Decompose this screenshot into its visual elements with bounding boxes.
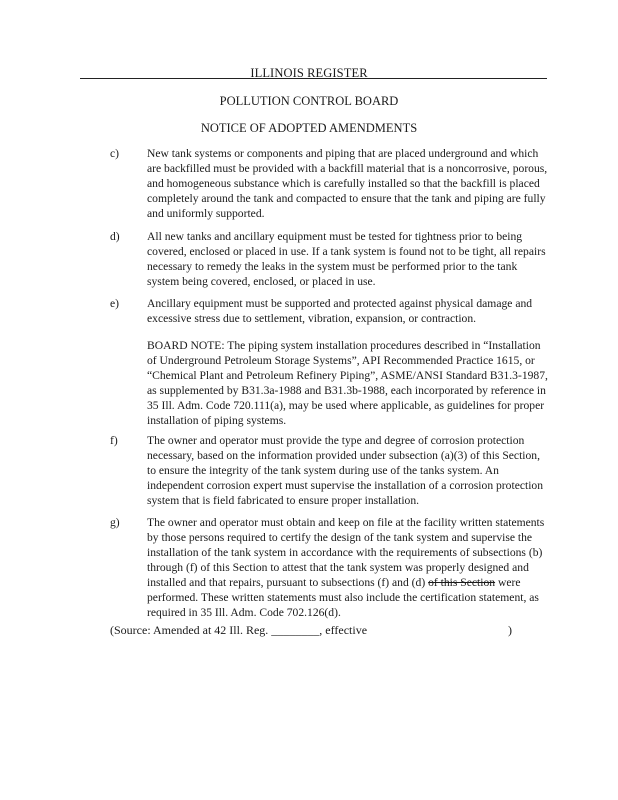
board-title: POLLUTION CONTROL BOARD: [219, 94, 399, 108]
source-text: (Source: Amended at 42 Ill. Reg. ________, effective: [110, 623, 368, 637]
paragraph-text: Ancillary equipment must be supported and protected against physical damage and excessive stress due to settlement, vibration, expansion, or contraction.: [147, 297, 533, 325]
register-title: ILLINOIS REGISTER: [250, 66, 368, 80]
source-close-paren: ): [508, 623, 512, 637]
paragraph-label: g): [110, 516, 120, 529]
paragraph-text: All new tanks and ancillary equipment must be tested for tightness prior to being covered, enclosed or placed in use. If a tank system is found not to be tight, all repairs necessary to remedy the leaks in the system must be performed prior to the tank system being covered, enclosed, or placed in use.: [147, 230, 546, 288]
board-note: BOARD NOTE: The piping system installation procedures described in “Installation of Underground Petroleum Storage Systems”, API Recommended Practice 1615, or “Chemical Plant and Petroleum Refinery Piping”, ASME/ANSI Standard B31.3-1987, as supplemented by B31.3a-1988 and B31.3b-1988, each incorporated by reference in 35 Ill. Adm. Code 720.111(a), may be used where applicable, as guidelines for proper installation of piping systems.: [147, 339, 548, 427]
paragraph-text: [147, 515, 551, 620]
paragraph-text: The owner and operator must provide the type and degree of corrosion protection necessary, based on the information provided under subsection (a)(3) of this Section, to ensure the integrity of the tank system during use of the tanks system. An independent corrosion expert must supervise the installation of a corrosion protection system that is field fabricated to ensure proper installation.: [147, 434, 544, 507]
paragraph-label: c): [110, 147, 120, 160]
struck-text: of this Section: [428, 576, 496, 589]
paragraph-e: [110, 296, 550, 326]
paragraph-label: f): [110, 434, 118, 447]
notice-title: NOTICE OF ADOPTED AMENDMENTS: [200, 121, 418, 135]
paragraph-text: New tank systems or components and piping that are placed underground and which are backfilled must be provided with a backfill material that is a noncorrosive, porous, and homogeneous substance which is carefully installed so that the backfill is placed completely around the tank and compacted to ensure that the tank and piping are fully and uniformly supported.: [147, 147, 548, 220]
paragraph-f: [110, 433, 550, 508]
paragraph-text-after: were performed. These written statements must also include the certification statement, as required in 35 Ill. Adm. Code 702.126(d).: [147, 576, 539, 619]
source-note: [110, 623, 530, 638]
paragraph-label: d): [110, 230, 120, 243]
paragraph-text-before: The owner and operator must obtain and keep on file at the facility written statements by those persons required to certify the design of the tank system and supervise the installation of the tank system in accordance with the requirements of subsections (b) through (f) of this Section to attest that the tank system was properly designed and installed and that repairs, pursuant to subsections (f) and (d): [147, 516, 545, 589]
paragraph-label: e): [110, 297, 120, 310]
paragraph-c: [110, 146, 550, 221]
paragraph-d: [110, 229, 550, 289]
paragraph-g: [110, 515, 550, 620]
